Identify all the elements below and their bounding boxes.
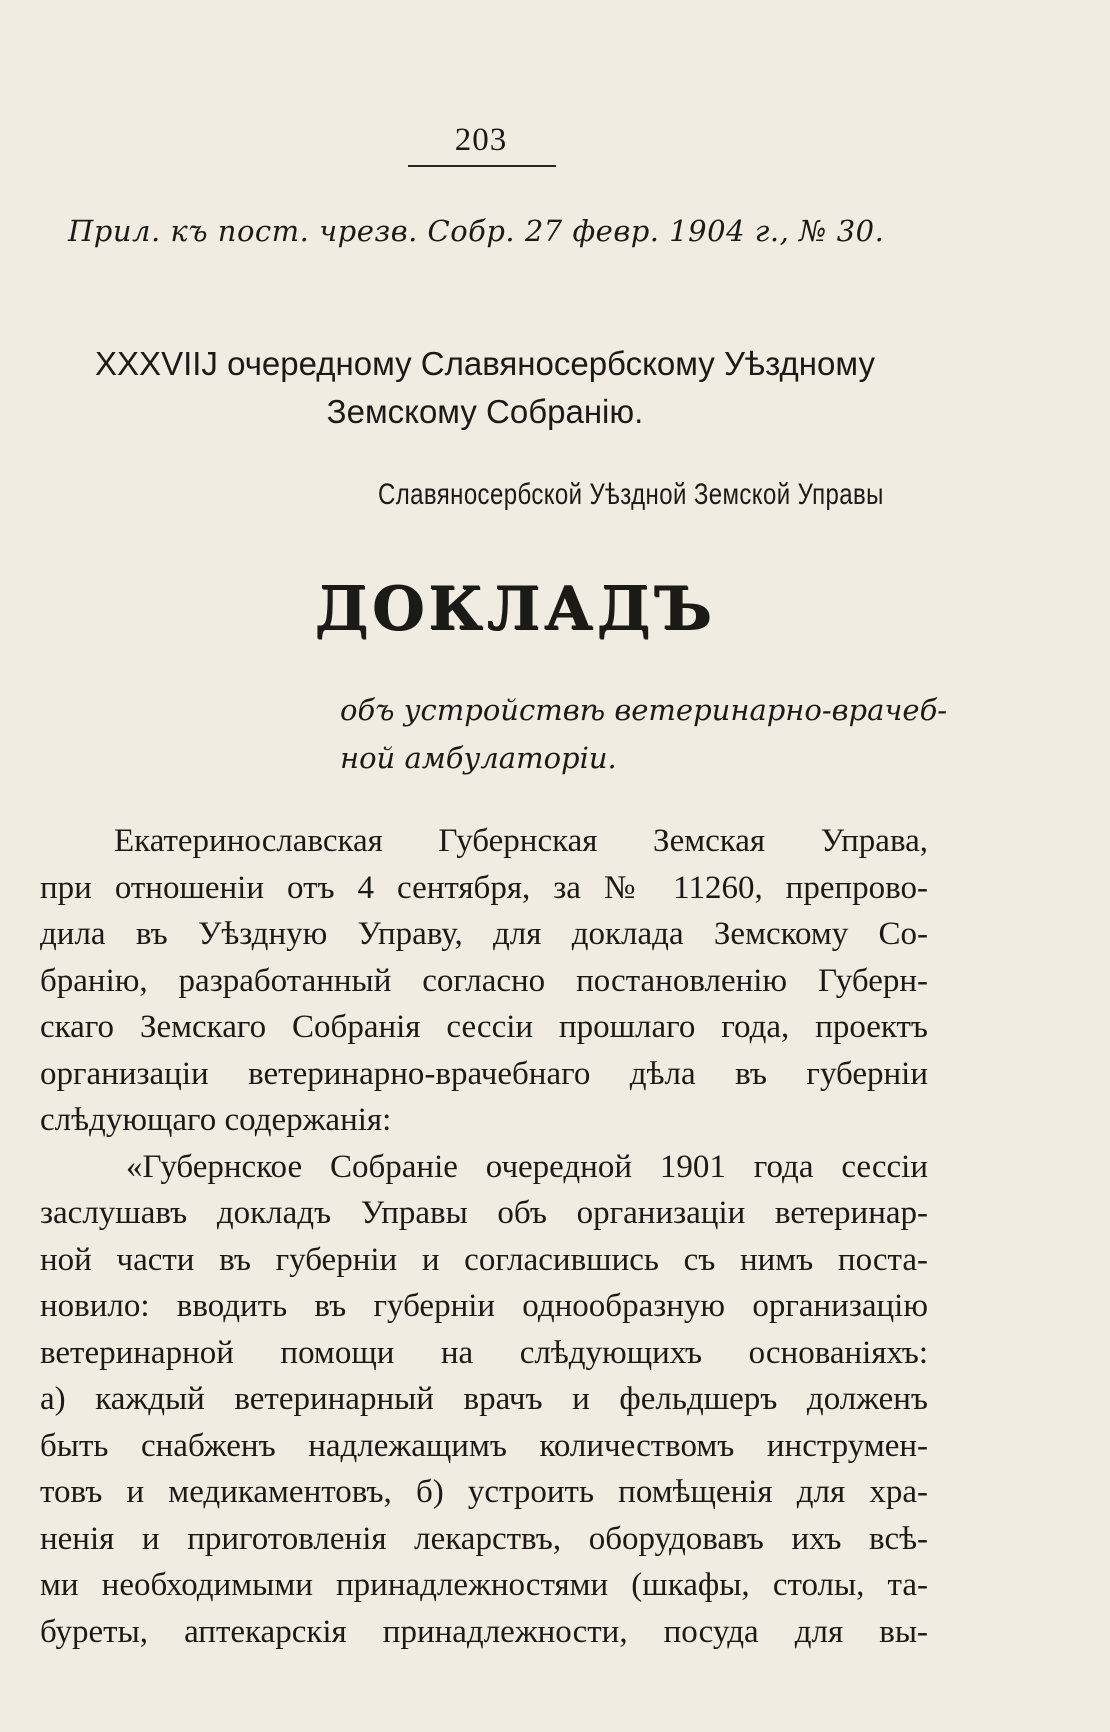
body-line: ми необходимыми принадлежностями (шкафы, столы, та-: [40, 1567, 928, 1603]
body-line: «Губернское Собраніе очередной 1901 года сессіи: [126, 1148, 928, 1185]
attachment-note: Прил. къ пост. чрезв. Собр. 27 февр. 1904 г., № 30.: [68, 214, 885, 248]
body-line: слѣдующаго содержанія:: [40, 1102, 392, 1138]
page-number-rule: [408, 165, 556, 167]
from-line: Славяносербской Уѣздной Земской Управы: [378, 478, 884, 511]
body-line: ненія и приготовленія лекарствъ, оборудовавъ ихъ всѣ-: [40, 1520, 928, 1557]
body-line: бранію, разработанный согласно постановленію Губерн-: [40, 962, 928, 999]
body-line: дила въ Уѣздную Управу, для доклада Земскому Со-: [40, 916, 928, 952]
addressee-line-2: Земскому Собранію.: [326, 393, 644, 430]
body-line: буреты, аптекарскія принадлежности, посуда для вы-: [40, 1613, 928, 1650]
body-line: ветеринарной помощи на слѣдующихъ основаніяхъ:: [40, 1334, 928, 1371]
body-line: а) каждый ветеринарный врачъ и фельдшеръ долженъ: [40, 1381, 928, 1417]
addressee-heading: [30, 340, 940, 436]
document-title: ДОКЛАДЪ: [314, 574, 716, 644]
body-line: товъ и медикаментовъ, б) устроить помѣщенія для хра-: [40, 1474, 928, 1510]
body-line: организаціи ветеринарно-врачебнаго дѣла въ губерніи: [40, 1055, 928, 1092]
body-line: скаго Земскаго Собранія сессіи прошлаго года, проектъ: [40, 1009, 928, 1045]
body-text: [40, 818, 928, 1655]
page-number: 203: [454, 122, 508, 158]
addressee-line-1: XXXVIIJ очередному Славяносербскому Уѣздному: [95, 345, 875, 382]
body-line: новило: вводить въ губерніи однообразную организацію: [40, 1288, 928, 1324]
subject-heading: [340, 686, 948, 782]
body-line: Екатеринославская Губернская Земская Управа,: [114, 823, 928, 859]
body-line: заслушавъ докладъ Управы объ организаціи ветеринар-: [40, 1195, 928, 1231]
body-line: ной части въ губерніи и согласившись съ нимъ поста-: [40, 1241, 928, 1278]
subject-line-1: объ устройствѣ ветеринарно-врачеб-: [340, 693, 948, 727]
subject-line-2: ной амбулаторіи.: [340, 741, 617, 775]
body-line: быть снабженъ надлежащимъ количествомъ инструмен-: [40, 1427, 928, 1464]
body-line: при отношеніи отъ 4 сентября, за № 11260, препрово-: [40, 869, 928, 906]
